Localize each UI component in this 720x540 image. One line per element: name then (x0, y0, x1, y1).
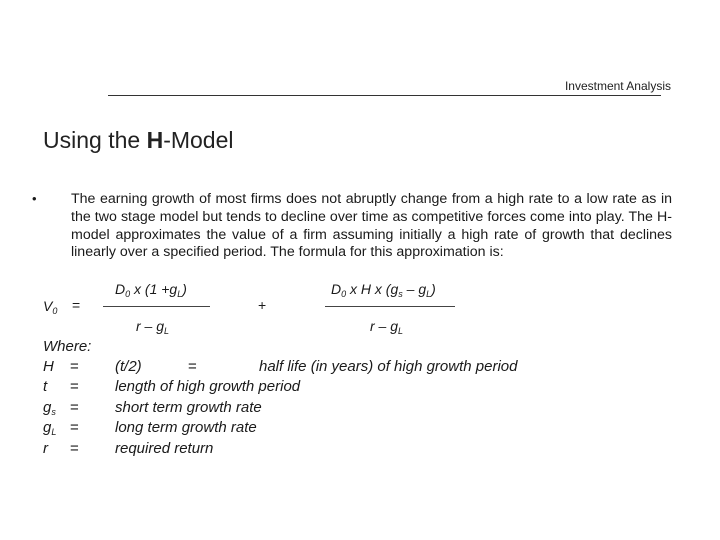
term2-numerator (331, 281, 436, 299)
def-text-h-secondary: half life (in years) of high growth period (259, 358, 518, 375)
def-symbol-h (43, 358, 65, 376)
slide-title (43, 127, 234, 154)
slide-title-bold: H (146, 127, 164, 153)
term1-den-a: r – g (136, 318, 165, 334)
header-divider (108, 95, 661, 96)
formula-plus: + (258, 297, 267, 313)
def-symbol-gs (43, 399, 65, 417)
term2-num-c-sub: L (426, 289, 432, 299)
def-text-gs: short term growth rate (115, 399, 262, 416)
def-symbol-text: g (43, 419, 52, 436)
term1-num-d-sub: 0 (125, 289, 131, 299)
term2-num-d: D (331, 281, 342, 297)
term2-fraction-line (325, 306, 455, 307)
slide-title-prefix: Using the (43, 127, 147, 153)
def-text-r: required return (115, 440, 214, 457)
term2-num-b-sub: s (398, 289, 403, 299)
term1-num-b-sub: L (177, 289, 183, 299)
term1-den-sub: L (164, 326, 170, 336)
def-symbol-gl (43, 419, 65, 437)
def-symbol-text: t (43, 378, 48, 395)
def-symbol-text: H (43, 358, 54, 375)
def-equals-secondary: = (188, 358, 197, 375)
term2-num-b: x H x (g (346, 281, 399, 297)
def-text-h: (t/2) (115, 358, 142, 375)
formula-equals: = (72, 297, 81, 313)
term2-num-d-close: ) (431, 281, 436, 297)
def-symbol-sub: L (51, 427, 57, 437)
where-label: Where: (43, 338, 92, 355)
def-symbol-text: g (43, 399, 52, 416)
def-symbol-text: r (43, 440, 48, 457)
def-equals: = (70, 419, 79, 436)
term1-num-c: ) (182, 281, 187, 297)
term2-num-c: – g (402, 281, 427, 297)
term1-numerator (115, 281, 187, 299)
def-equals: = (70, 378, 79, 395)
def-equals: = (70, 399, 79, 416)
def-symbol-t (43, 378, 65, 396)
def-text-gl: long term growth rate (115, 419, 257, 436)
def-text-t: length of high growth period (115, 378, 301, 395)
term1-denominator (136, 318, 169, 336)
def-equals: = (70, 440, 79, 457)
formula-lhs-v: V (43, 298, 53, 314)
term2-num-d-sub: 0 (341, 289, 347, 299)
formula-lhs-sub: 0 (52, 306, 58, 316)
term1-num-d: D (115, 281, 126, 297)
header-title: Investment Analysis (564, 79, 671, 93)
slide-title-suffix: -Model (163, 127, 234, 153)
term2-den-sub: L (398, 326, 404, 336)
term1-num-b: x (1 +g (130, 281, 178, 297)
def-symbol-r (43, 440, 65, 458)
body-paragraph: The earning growth of most firms does not abruptly change from a high rate to a low rate as in the two stage model but tends to decline over time as competitive forces come into play. The H-model approximates the value of a firm assuming initially a high rate of growth that declines linearly over a specified period. The formula for this approximation is: (71, 191, 672, 261)
def-equals: = (70, 358, 79, 375)
term1-fraction-line (103, 306, 210, 307)
formula-lhs (43, 298, 57, 316)
bullet-marker: • (32, 191, 37, 206)
def-symbol-sub: s (51, 407, 56, 417)
term2-denominator (370, 318, 403, 336)
term2-den-a: r – g (370, 318, 399, 334)
